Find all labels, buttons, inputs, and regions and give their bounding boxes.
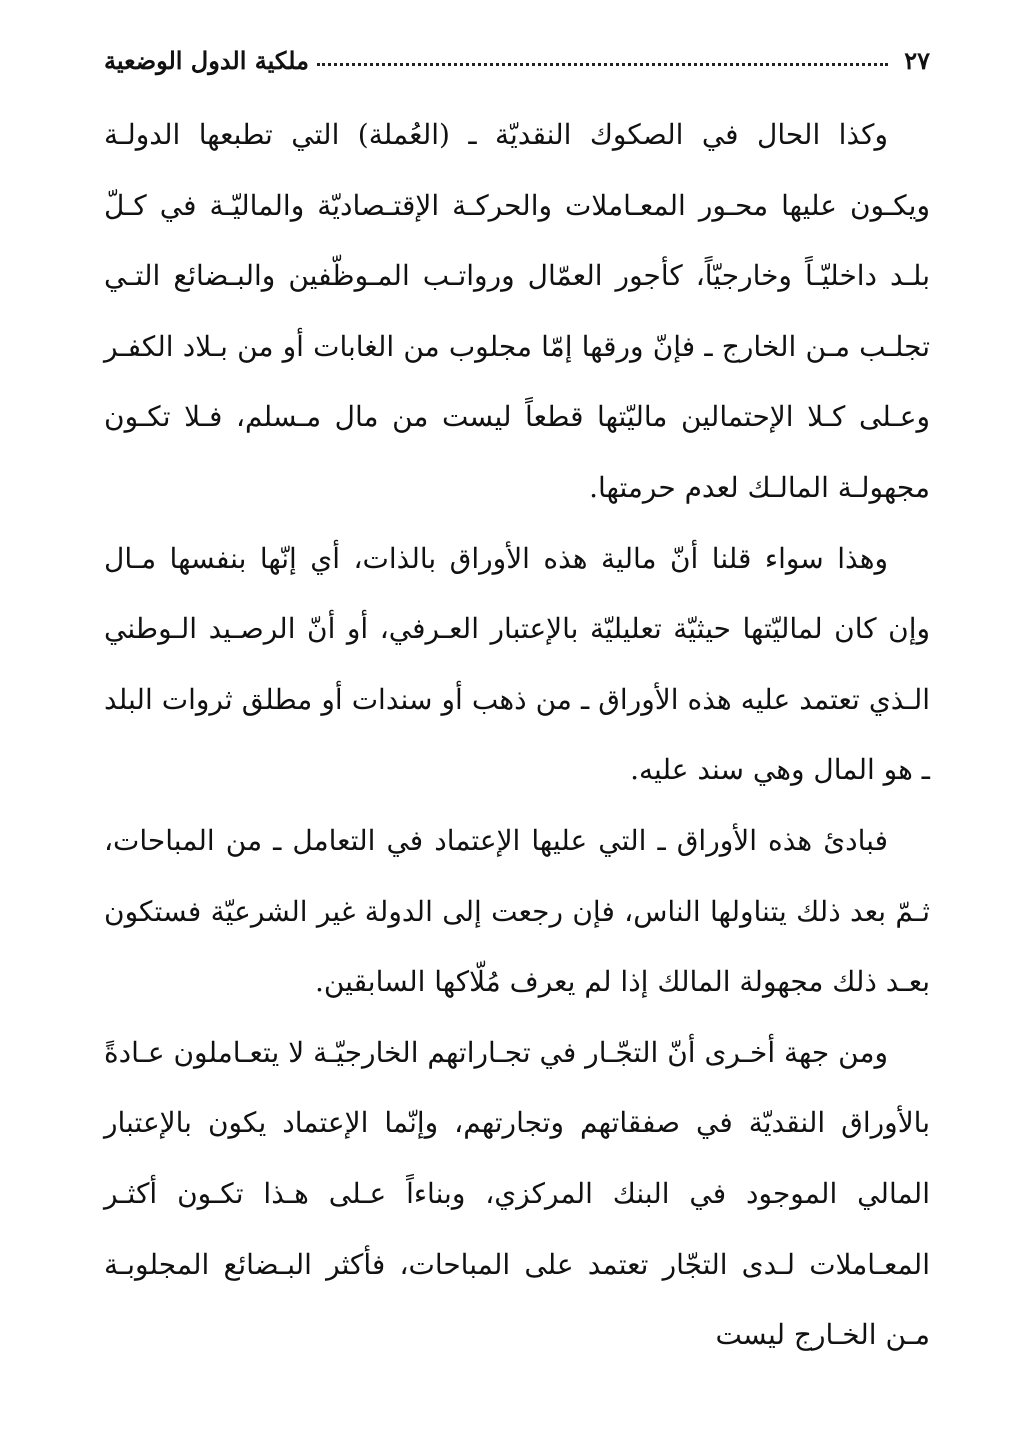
paragraph-1 xyxy=(104,100,930,524)
paragraph-2 xyxy=(104,524,930,806)
body-text xyxy=(104,100,930,1371)
running-header xyxy=(104,36,930,84)
paragraph-3-text: فبادئ هذه الأوراق ـ التي عليها الإعتماد في التعامل ـ من المباحات، ثـمّ بعد ذلك يتناولها الناس، فإن رجعت إلى الدولة غير الشرعيّة فستكون بعـد ذلك مجهولة المالك إذا لم يعرف مُلّاكها السابقين. xyxy=(104,823,930,999)
paragraph-3 xyxy=(104,806,930,1018)
paragraph-2-text: وهذا سواء قلنا أنّ مالية هذه الأوراق بالذات، أي إنّها بنفسها مـال وإن كان لماليّتها حيثيّة تعليليّة بالإعتبار العـرفي، أو أنّ الرصـيد الـوطني الـذي تعتمد عليه هذه الأوراق ـ من ذهب أو سندات أو مطلق ثروات البلد ـ هو المال وهي سند عليه. xyxy=(104,541,930,787)
page-number: ٢٧ xyxy=(904,45,930,75)
paragraph-4 xyxy=(104,1018,930,1371)
paragraph-4-text: ومن جهة أخـرى أنّ التجّـار في تجـاراتهم الخارجيّـة لا يتعـاملون عـادةً بالأوراق النقديّة في صفقاتهم وتجارتهم، وإنّما الإعتماد يكون بالإعتبار المالي الموجود في البنك المركزي، وبناءاً عـلى هـذا تكـون أكثـر المعـاملات لـدى التجّار تعتمد على المباحات، فأكثر البـضائع المجلوبـة مـن الخـارج ليست xyxy=(104,1035,930,1352)
running-title: ملكية الدول الوضعية xyxy=(104,45,309,75)
leader-dots xyxy=(317,63,888,66)
paragraph-1-text: وكذا الحال في الصكوك النقديّة ـ (العُملة) التي تطبعها الدولـة ويكـون عليها محـور المعـاملات والحركـة الإقتـصاديّة والماليّـة في كـلّ بلـد داخليّـاً وخارجيّاً، كأجور العمّال ورواتـب المـوظّفين والبـضائع التـي تجلـب مـن الخارج ـ فإنّ ورقها إمّا مجلوب من الغابات أو من بـلاد الكفـر وعـلى كـلا الإحتمالين ماليّتها قطعاً ليست من مال مـسلم، فـلا تكـون مجهولـة المالـك لعدم حرمتها. xyxy=(104,118,930,504)
